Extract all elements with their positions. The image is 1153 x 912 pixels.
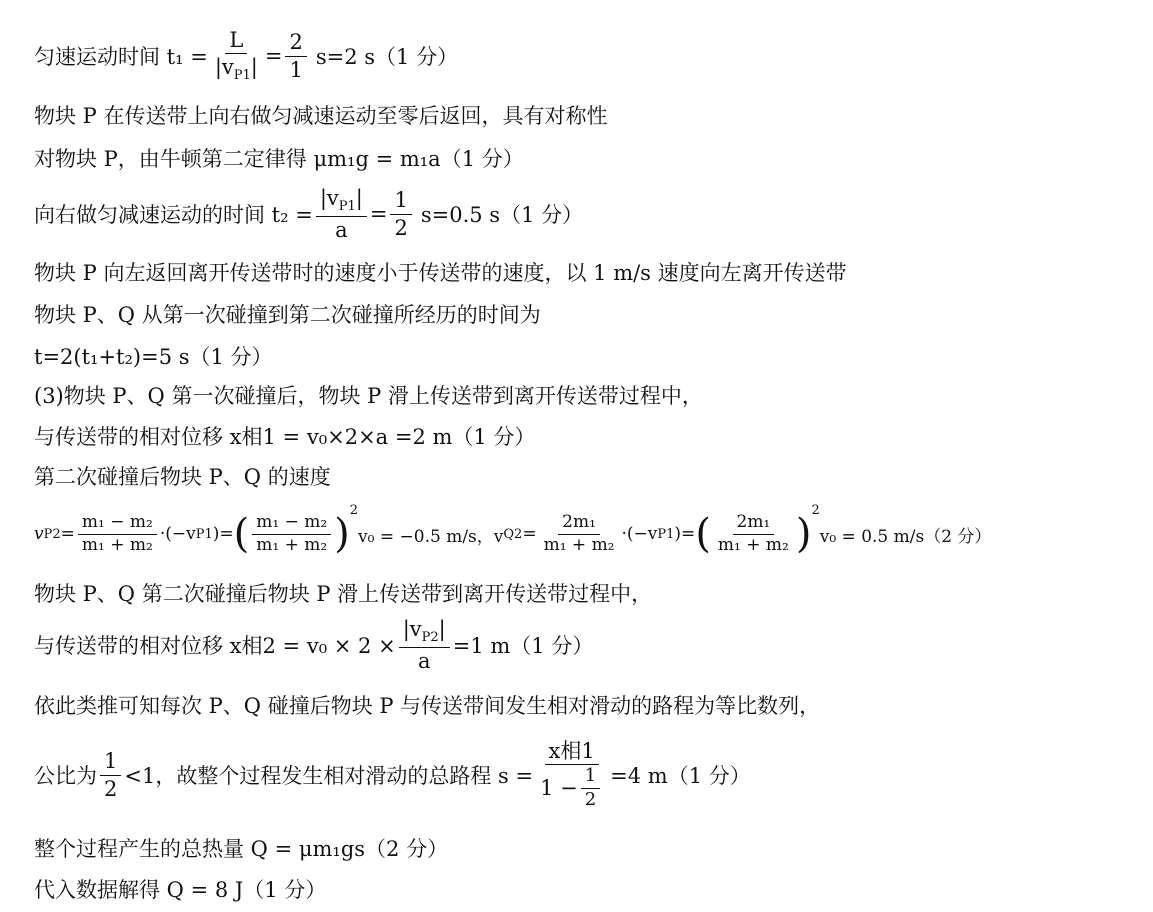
subscript: Q2 bbox=[503, 526, 523, 542]
text: 整个过程产生的总热量 Q = μm₁gs（2 分） bbox=[34, 837, 449, 861]
text: = bbox=[264, 44, 283, 68]
text: 匀速运动时间 t₁ = bbox=[34, 45, 208, 69]
text: 代入数据解得 Q = 8 J（1 分） bbox=[34, 878, 327, 902]
line-16 bbox=[34, 833, 448, 863]
line-6 bbox=[34, 299, 541, 329]
line-12 bbox=[34, 578, 652, 608]
denominator bbox=[536, 765, 607, 810]
numerator: 2m₁ bbox=[558, 513, 600, 535]
denominator: a bbox=[417, 648, 431, 673]
superscript: 2 bbox=[811, 503, 820, 518]
denominator: m₁ + m₂ bbox=[717, 534, 789, 555]
numerator: 1 bbox=[100, 749, 121, 775]
text: =4 m（1 分） bbox=[610, 764, 751, 788]
text: |v bbox=[319, 185, 339, 210]
text: v bbox=[34, 524, 44, 544]
line-8 bbox=[34, 380, 703, 410]
subscript: P1 bbox=[338, 199, 356, 215]
text: | bbox=[250, 55, 258, 80]
fraction bbox=[581, 766, 600, 810]
text: 依此类推可知每次 P、Q 碰撞后物块 P 与传送带间发生相对滑动的路程为等比数列， bbox=[34, 694, 821, 718]
numerator: m₁ − m₂ bbox=[78, 513, 157, 535]
text: | bbox=[438, 616, 446, 641]
line-15 bbox=[34, 730, 751, 820]
text: v₀ = 0.5 m/s（2 分） bbox=[819, 526, 992, 547]
subscript: P1 bbox=[195, 526, 213, 542]
text: 第二次碰撞后物块 P、Q 的速度 bbox=[34, 465, 331, 489]
denominator: a bbox=[335, 218, 348, 242]
subscript: P2 bbox=[43, 526, 61, 542]
subscript: P1 bbox=[233, 68, 251, 84]
text: (3)物块 P、Q 第一次碰撞后，物块 P 滑上传送带到离开传送带过程中， bbox=[34, 384, 703, 408]
text: 公比为 bbox=[34, 764, 97, 788]
text: ·(−v bbox=[621, 524, 658, 544]
fraction bbox=[100, 749, 121, 800]
line-13 bbox=[34, 616, 593, 674]
numerator: 1 bbox=[581, 766, 600, 789]
line-10 bbox=[34, 461, 331, 491]
text: 物块 P 向左返回离开传送带时的速度小于传送带的速度，以 1 m/s 速度向左离开传送带 bbox=[34, 261, 847, 285]
denominator: 2 bbox=[394, 215, 408, 240]
line-1 bbox=[34, 28, 458, 84]
denominator bbox=[211, 54, 262, 84]
fraction bbox=[316, 186, 367, 242]
denominator: 2 bbox=[104, 776, 118, 801]
line-3 bbox=[34, 143, 524, 173]
fraction bbox=[252, 513, 331, 555]
text: 1 − bbox=[540, 776, 578, 801]
line-7 bbox=[34, 341, 273, 371]
line-4 bbox=[34, 186, 583, 242]
fraction bbox=[714, 513, 793, 555]
numerator: 2m₁ bbox=[733, 513, 775, 535]
fraction bbox=[536, 739, 607, 811]
text: 与传送带的相对位移 x相1 = v₀×2×a =2 m（1 分） bbox=[34, 425, 536, 449]
denominator: 1 bbox=[289, 57, 303, 82]
text: 向右做匀减速运动的时间 t₂ = bbox=[34, 203, 313, 227]
fraction bbox=[390, 188, 411, 239]
denominator: m₁ + m₂ bbox=[81, 534, 153, 555]
fraction bbox=[211, 28, 262, 84]
text: =1 m（1 分） bbox=[452, 634, 594, 658]
numerator: m₁ − m₂ bbox=[252, 513, 331, 535]
fraction bbox=[540, 513, 619, 555]
text: | bbox=[355, 185, 363, 210]
text: 对物块 P，由牛顿第二定律得 μm₁g = m₁a（1 分） bbox=[34, 147, 524, 171]
text: 与传送带的相对位移 x相2 = v₀ × 2 × bbox=[34, 634, 396, 658]
text: ·(−v bbox=[159, 524, 196, 544]
text: )= bbox=[674, 524, 696, 544]
numerator: x相1 bbox=[545, 739, 599, 765]
line-11: v P2 = $\frac{\text{m₁ − m₂}}{\text{m₁ + m₂}}$ ·(−v P1 )= ( $\frac{\text{m₁ − m₂}}{\text{m₁ + m₂}}$ ) $^2$ v₀ = −0.5 m/s，v Q2 = $\frac{\text{2m₁}}{\text{m₁ + m₂}}$ ·(−v P1 )= ( $\frac{\text{2m₁}}{\text{m₁ + m₂}}$ ) $^2$ v₀ = 0.5 m/s（2 分） bbox=[34, 503, 992, 557]
numerator bbox=[316, 186, 367, 217]
denominator: 2 bbox=[584, 789, 597, 811]
text: )= bbox=[212, 524, 234, 544]
superscript: 2 bbox=[349, 503, 359, 518]
line-9 bbox=[34, 421, 535, 451]
line-17 bbox=[34, 874, 326, 904]
text: s=2 s（1 分） bbox=[315, 45, 459, 69]
text: |v bbox=[214, 55, 234, 80]
line-14 bbox=[34, 690, 820, 720]
text: |v bbox=[402, 616, 422, 641]
subscript: P1 bbox=[657, 526, 675, 542]
text: t=2(t₁+t₂)=5 s（1 分） bbox=[34, 345, 273, 369]
text: = bbox=[60, 524, 75, 544]
denominator: m₁ + m₂ bbox=[543, 534, 615, 555]
numerator bbox=[399, 617, 450, 648]
numerator: 1 bbox=[390, 188, 411, 214]
text: v₀ = −0.5 m/s，v bbox=[358, 526, 504, 547]
numerator: 2 bbox=[285, 30, 306, 56]
denominator: m₁ + m₂ bbox=[256, 534, 328, 555]
text: 物块 P、Q 第二次碰撞后物块 P 滑上传送带到离开传送带过程中， bbox=[34, 582, 653, 606]
text: = bbox=[522, 524, 537, 544]
line-2 bbox=[34, 100, 607, 130]
fraction bbox=[285, 30, 306, 81]
text: = bbox=[369, 202, 388, 226]
text: s=0.5 s（1 分） bbox=[420, 203, 584, 227]
subscript: P2 bbox=[421, 630, 439, 646]
line-5 bbox=[34, 257, 847, 287]
fraction bbox=[78, 513, 157, 555]
numerator: L bbox=[225, 28, 247, 54]
text: 物块 P 在传送带上向右做匀减速运动至零后返回，具有对称性 bbox=[34, 104, 608, 128]
text: <1，故整个过程发生相对滑动的总路程 s = bbox=[124, 764, 534, 788]
fraction bbox=[399, 617, 450, 673]
text: 物块 P、Q 从第一次碰撞到第二次碰撞所经历的时间为 bbox=[34, 303, 541, 327]
